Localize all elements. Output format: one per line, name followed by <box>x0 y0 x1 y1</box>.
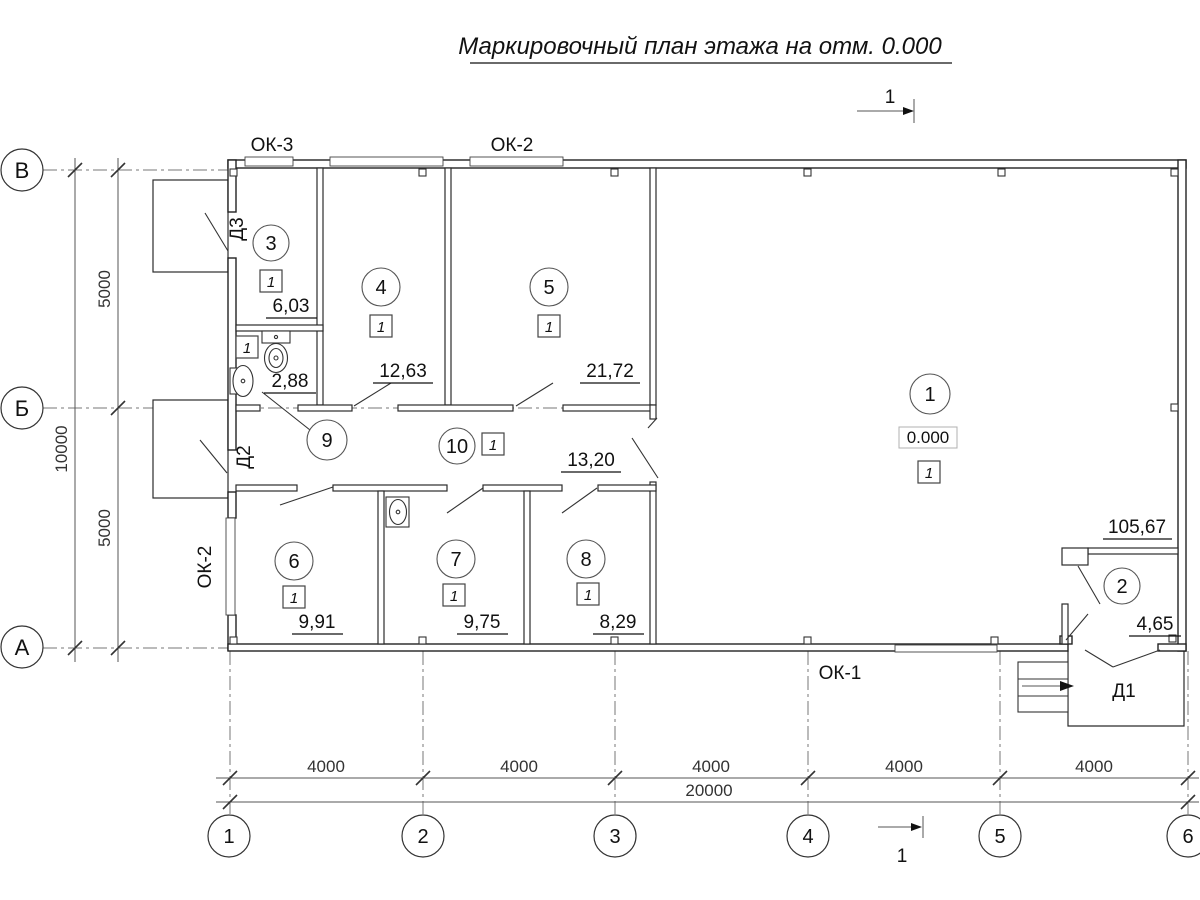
label-window-ok2-top: ОК-2 <box>490 135 534 156</box>
label-door-d3: Д3 <box>227 217 248 241</box>
floor-mark-number: 1 <box>544 319 554 336</box>
floor-mark-number: 1 <box>924 465 934 482</box>
corridor-bottom-wall <box>598 485 656 491</box>
room-number: 8 <box>580 549 592 571</box>
window-ok2-left <box>226 518 235 615</box>
axis-label-3: 3 <box>609 826 621 848</box>
axis-label-2: 2 <box>417 826 429 848</box>
room-marker-9 <box>307 420 347 460</box>
room-number: 2 <box>1116 576 1128 598</box>
dim-left-5000-lower: 5000 <box>95 509 114 547</box>
corridor-bottom-wall <box>236 485 297 491</box>
label-door-d1: Д1 <box>1112 681 1136 702</box>
area-room3: 6,03 <box>272 296 310 317</box>
corridor-top-wall <box>563 405 652 411</box>
dim-4000: 4000 <box>885 757 923 776</box>
floor-mark-number: 1 <box>583 587 593 604</box>
wall-left-seg <box>228 258 236 450</box>
window-ok2-top <box>470 157 563 166</box>
corridor-bottom-wall <box>483 485 562 491</box>
partition-room3-room4 <box>317 168 323 405</box>
door-leaf-room8 <box>562 488 597 513</box>
area-room2: 4,65 <box>1136 614 1174 635</box>
room-marker-10 <box>439 428 475 464</box>
room-marker-6 <box>275 542 313 580</box>
left-dimensions <box>52 158 125 662</box>
partition-room7-room8 <box>524 491 530 644</box>
door-leaf-hall <box>632 438 658 478</box>
dim-4000: 4000 <box>500 757 538 776</box>
wall-left-seg <box>228 492 236 518</box>
floor-mark-number: 1 <box>376 319 386 336</box>
room-marker-3 <box>253 225 289 261</box>
opening-labels <box>195 135 1136 702</box>
room-number: 10 <box>445 436 469 458</box>
vestibule-partition <box>1088 548 1178 554</box>
dim-left-5000-upper: 5000 <box>95 270 114 308</box>
area-room7: 9,75 <box>463 612 501 633</box>
room-marker-4 <box>362 268 400 306</box>
partition-room5-hall <box>650 168 656 405</box>
room-number: 3 <box>265 233 277 255</box>
floor-mark-room8 <box>577 583 599 605</box>
partition-room4-room5 <box>445 168 451 405</box>
section-arrow-head <box>903 107 914 115</box>
area-room5: 21,72 <box>586 361 634 382</box>
area-room4: 12,63 <box>379 361 427 382</box>
toilet-drain <box>274 356 278 360</box>
elevation-value: 0.000 <box>906 428 950 447</box>
section-mark-top-label: 1 <box>884 87 896 108</box>
floor-mark-number: 1 <box>488 437 498 454</box>
room-areas <box>264 296 1181 636</box>
section-mark-top <box>857 87 914 123</box>
grid-marker <box>611 169 618 176</box>
floor-mark-number: 1 <box>242 340 252 357</box>
partition-room3-wc <box>236 325 323 331</box>
floor-mark-number: 1 <box>289 590 299 607</box>
room-number: 9 <box>321 430 333 452</box>
vestibule-pier <box>1062 548 1088 565</box>
axis-label-A: А <box>14 635 30 660</box>
toilet-tank-button <box>274 335 277 338</box>
bottom-dimensions <box>216 757 1199 809</box>
room-markers <box>253 225 1140 604</box>
wall-bottom-stub <box>1158 644 1186 651</box>
room-marker-5 <box>530 268 568 306</box>
dim-4000: 4000 <box>1075 757 1113 776</box>
grid-marker <box>1171 404 1178 411</box>
area-room8: 8,29 <box>599 612 637 633</box>
room-number: 7 <box>450 549 462 571</box>
door-leaf-room7 <box>447 488 483 513</box>
floor-mark-room6 <box>283 586 305 608</box>
floor-mark-room1 <box>918 461 940 483</box>
room-marker-1 <box>910 374 950 414</box>
area-room1: 105,67 <box>1107 517 1167 538</box>
section-mark-bottom-label: 1 <box>896 846 908 867</box>
window-ok3 <box>245 157 293 166</box>
dim-4000: 4000 <box>692 757 730 776</box>
corridor-top-wall <box>298 405 352 411</box>
room-number: 1 <box>924 384 936 406</box>
label-window-ok2-left: ОК-2 <box>195 545 216 589</box>
axis-label-B: Б <box>14 396 30 421</box>
axis-label-4: 4 <box>802 826 814 848</box>
grid-marker <box>804 637 811 644</box>
floor-mark-number: 1 <box>449 588 459 605</box>
axis-label-V: В <box>14 158 30 183</box>
porch-upper-left <box>153 180 228 272</box>
corridor-top-wall <box>236 405 260 411</box>
label-window-ok3: ОК-3 <box>250 135 294 156</box>
axis-label-5: 5 <box>994 826 1006 848</box>
dim-total-20000: 20000 <box>685 781 733 800</box>
grid-marker <box>419 169 426 176</box>
door-leaf-vestibule-side <box>1066 614 1088 640</box>
axis-circles-bottom <box>208 815 1200 857</box>
section-mark-bottom <box>878 816 923 867</box>
corridor-bottom-wall <box>333 485 447 491</box>
wall-left-seg <box>228 160 236 212</box>
grid-marker <box>419 637 426 644</box>
grid-marker <box>230 637 237 644</box>
floor-mark-room10 <box>482 433 504 455</box>
door-leaf-room4 <box>354 383 391 406</box>
dim-4000: 4000 <box>307 757 345 776</box>
grid-marker <box>991 637 998 644</box>
interior-walls <box>236 168 1178 644</box>
grid-marker <box>804 169 811 176</box>
room-number: 4 <box>375 277 387 299</box>
label-door-d2: Д2 <box>234 445 255 469</box>
area-room9: 2,88 <box>271 371 309 392</box>
corridor-top-wall <box>398 405 513 411</box>
door-leaf-vestibule <box>1078 566 1100 604</box>
floor-mark-room5 <box>538 315 560 337</box>
floor-mark-room9 <box>236 336 258 358</box>
elevation-mark <box>899 427 957 448</box>
porch-lower-left <box>153 400 228 498</box>
floor-mark-room4 <box>370 315 392 337</box>
window-top-room4 <box>330 157 443 166</box>
sink-wc-drain <box>241 379 245 383</box>
axis-circles-left <box>1 149 43 668</box>
floor-mark-room7 <box>443 584 465 606</box>
grid-marker-squares <box>230 169 1178 644</box>
grid-marker <box>1171 169 1178 176</box>
wall-right <box>1178 160 1186 651</box>
corridor-hall-wall-cap <box>650 405 656 419</box>
door-leaves <box>200 213 1160 667</box>
room-marker-7 <box>437 540 475 578</box>
corridor-hall-wall <box>650 482 656 644</box>
window-ok1-bottom <box>895 645 997 652</box>
axis-label-6: 6 <box>1182 826 1194 848</box>
floor-mark-number: 1 <box>266 274 276 291</box>
room-marker-8 <box>567 540 605 578</box>
drawing-title: Маркировочный план этажа на отм. 0.000 <box>458 33 942 60</box>
floor-mark-room3 <box>260 270 282 292</box>
grid-marker <box>230 169 237 176</box>
exterior-walls <box>228 160 1186 651</box>
grid-marker <box>611 637 618 644</box>
partition-room6-room7 <box>378 491 384 644</box>
axis-label-1: 1 <box>223 826 235 848</box>
dim-left-total-10000: 10000 <box>52 425 71 473</box>
sink-room7-drain <box>396 510 400 514</box>
door-leaf-room5 <box>516 383 553 406</box>
label-window-ok1: ОК-1 <box>818 663 862 684</box>
area-room6: 9,91 <box>298 612 336 633</box>
room-number: 6 <box>288 551 300 573</box>
area-room10: 13,20 <box>567 450 615 471</box>
grid-marker <box>998 169 1005 176</box>
room-marker-2 <box>1104 568 1140 604</box>
room-number: 5 <box>543 277 555 299</box>
section-arrow-head <box>911 823 922 831</box>
